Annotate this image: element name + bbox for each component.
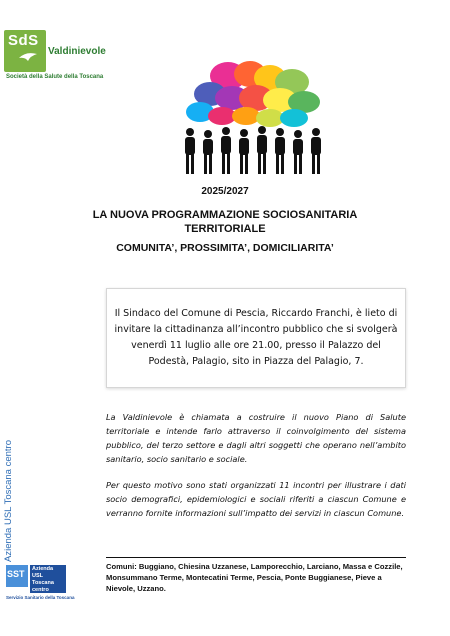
logo-text: SdS bbox=[8, 32, 39, 49]
people-silhouettes bbox=[185, 126, 321, 174]
footer-divider bbox=[106, 557, 406, 558]
invitation-text: Il Sindaco del Comune di Pescia, Riccardo Franchi, è lieto di invitare la cittadinanza all’incontro pubblico che si svolgerà venerdì 11 luglio alle ore 21.00, presso il Palazzo del Podestà, Palagio, sito in Piazza del Palagio, 7. bbox=[114, 308, 398, 367]
dove-icon bbox=[18, 50, 38, 62]
logo-subtitle: Società della Salute della Toscana bbox=[6, 74, 104, 80]
invitation-box bbox=[106, 288, 406, 388]
comuni-list: Comuni: Buggiano, Chiesina Uzzanese, Lamporecchio, Larciano, Massa e Cozzile, Monsummano Terme, Montecatini Terme, Pescia, Ponte Buggianese, Pieve a Nievole, Uzzano. bbox=[106, 562, 403, 593]
paragraph-1: La Valdinievole è chiamata a costruire il nuovo Piano di Salute territoriale e intende farlo attraverso il coinvolgimento del sistema pubblico, del terzo settore e dagli altri soggetti che operano nell’ambito sanitario, socio sanitario e sociale. bbox=[106, 412, 406, 464]
paragraph-2: Per questo motivo sono stati organizzati 11 incontri per illustrare i dati socio demografici, epidemiologici e sociali riferiti a ciascun Comune e verranno fornite informazioni sull’impatto dei servizi in ciascun Comune. bbox=[106, 480, 406, 518]
logo-brand: Valdinievole bbox=[48, 46, 106, 57]
side-text-usl: Azienda USL Toscana centro bbox=[3, 440, 14, 562]
sst-logo-text: SST bbox=[7, 569, 25, 579]
sds-logo bbox=[4, 30, 106, 86]
tagline: COMUNITA’, PROSSIMITA’, DOMICILIARITA’ bbox=[116, 242, 334, 254]
year-range: 2025/2027 bbox=[201, 186, 249, 197]
sst-logo-subtitle: Servizio Sanitario della Toscana bbox=[6, 595, 75, 600]
sst-logo bbox=[6, 565, 75, 605]
title-line-2: TERRITORIALE bbox=[184, 223, 266, 235]
logo-tile bbox=[4, 30, 46, 72]
sst-logo-name: Azienda USL Toscana centro bbox=[30, 565, 66, 593]
title-line-1: LA NUOVA PROGRAMMAZIONE SOCIOSANITARIA bbox=[92, 209, 358, 221]
speech-bubbles-illustration bbox=[170, 58, 340, 176]
sst-tile bbox=[6, 565, 28, 587]
